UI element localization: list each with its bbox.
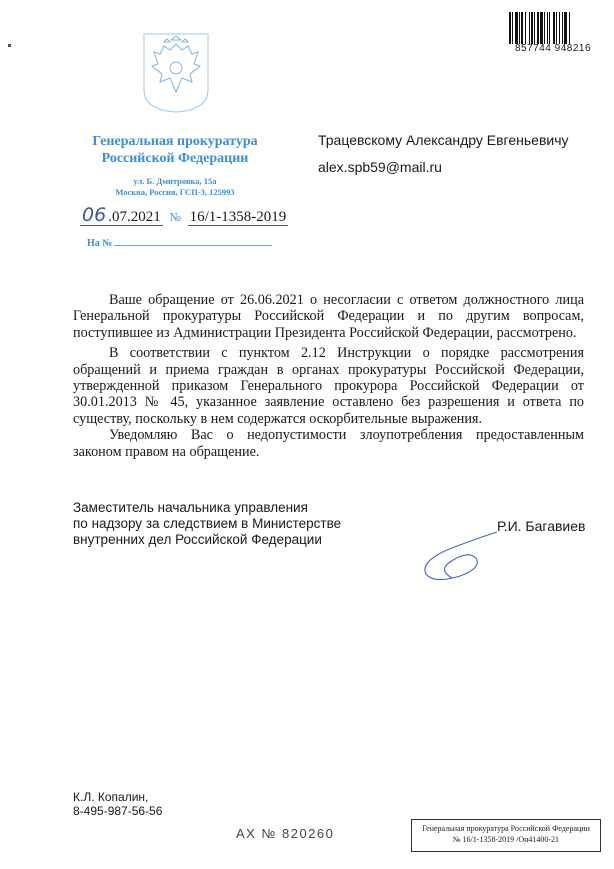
registration-stamp: [411, 819, 601, 852]
scan-edge-mark: [8, 44, 11, 47]
recipient-block: [318, 127, 569, 181]
recipient-email: alex.spb59@mail.ru: [318, 159, 442, 175]
letter-body: [73, 292, 584, 464]
date-field: [80, 204, 163, 226]
address-line-1: ул. Б. Дмитровка, 15а: [133, 176, 217, 186]
executor-phone: 8-495-987-56-56: [73, 804, 163, 818]
barcode-number: 857744 948216: [514, 43, 592, 54]
position-line-2: по надзору за следствием в Министерстве: [73, 516, 342, 531]
signatory-name: Р.И. Багавиев: [497, 518, 586, 534]
number-sign: №: [169, 210, 181, 224]
body-paragraph-2: В соответствии с пунктом 2.12 Инструкции о порядке рассмотрения обращений и приема граждан в органах прокуратуры Российской Федерации, утвержденной приказом Генерального прокурора Российской Федерации от 30.01.2013 № 45, указанное заявление оставлено без разрешения и ответа по существу, поскольку в нем содержатся оскорбительные выражения.: [73, 345, 584, 427]
date-number-line: [80, 204, 288, 226]
document-number: 16/1-1358-2019: [189, 209, 287, 225]
emblem-icon: [140, 30, 212, 114]
stamp-line-1: Генеральная прокуратура Российской Федерации: [422, 824, 590, 833]
executor-contact: [73, 790, 162, 818]
reply-blank-line: [114, 236, 272, 246]
executor-name: К.Л. Копалин,: [73, 790, 149, 804]
position-line-1: Заместитель начальника управления: [73, 500, 308, 515]
reply-label: На №: [87, 238, 113, 249]
recipient-name: Трацевскому Александру Евгеньевичу: [318, 132, 569, 148]
stamp-line-2: № 16/1-1358-2019 /Он41400-21: [452, 835, 560, 844]
address-line-2: Москва, Россия, ГСП-3, 125993: [115, 187, 235, 197]
body-paragraph-1: Ваше обращение от 26.06.2021 о несогласии с ответом должностного лица Генеральной прокуратуры Российской Федерации и по другим вопросам, поступившее из Администрации Президента Российской Федерации, рассмотрено.: [73, 292, 584, 341]
position-line-3: внутренних дел Российской Федерации: [73, 532, 322, 547]
form-serial-number: АХ № 820260: [236, 826, 335, 841]
organization-address: [80, 176, 270, 198]
reply-reference: [87, 236, 272, 249]
org-line-2: Российской Федерации: [101, 151, 249, 166]
date-day-handwritten: 06: [82, 204, 107, 226]
signatory-position: [73, 500, 341, 548]
org-line-1: Генеральная прокуратура: [92, 134, 258, 149]
organization-name: [70, 133, 280, 167]
date-rest: .07.2021: [108, 209, 161, 225]
body-paragraph-3: Уведомляю Вас о недопустимости злоупотребления предоставленным законом правом на обращение.: [73, 427, 584, 460]
barcode: [509, 12, 595, 44]
